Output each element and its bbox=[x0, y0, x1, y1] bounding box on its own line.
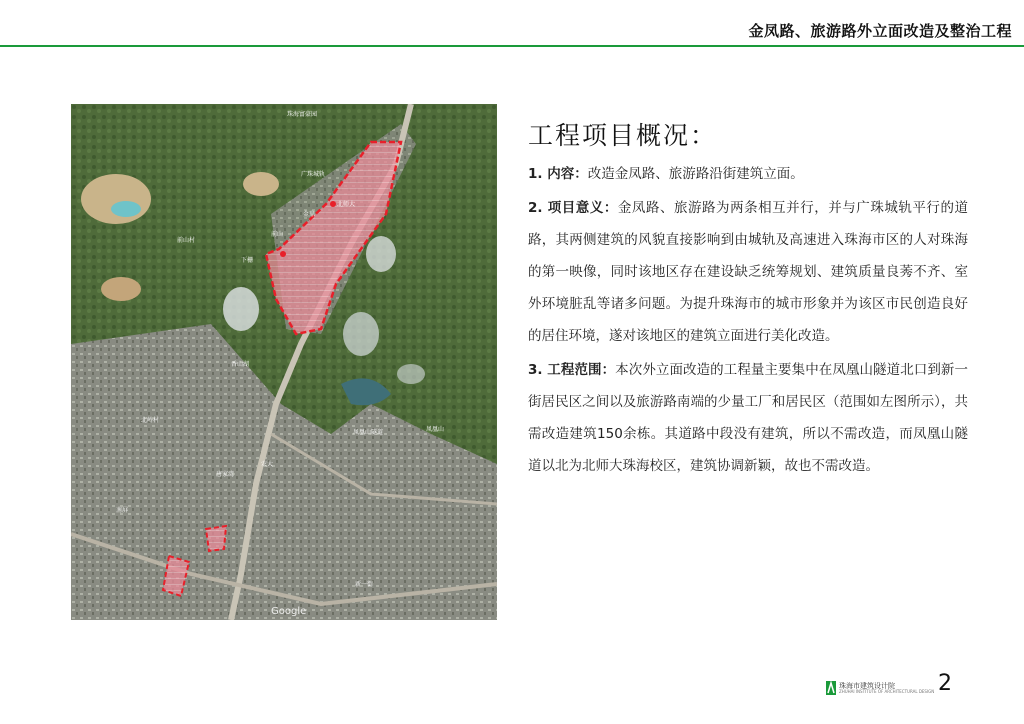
description-item-2 bbox=[528, 192, 968, 352]
map-attribution: Google bbox=[271, 606, 307, 617]
description-item-3 bbox=[528, 354, 968, 482]
item-label: 2. 项目意义： bbox=[528, 200, 618, 216]
item-label: 1. 内容： bbox=[528, 166, 588, 182]
page-number: 2 bbox=[938, 671, 952, 696]
map-pin-icon bbox=[280, 251, 286, 257]
map-label: 广珠城轨 bbox=[301, 171, 326, 178]
document-header-title: 金凤路、旅游路外立面改造及整治工程 bbox=[748, 22, 1012, 40]
satellite-map bbox=[71, 104, 497, 620]
item-label: 3. 工程范围： bbox=[528, 362, 616, 378]
company-logo bbox=[826, 681, 935, 697]
map-label: 农大 bbox=[261, 461, 274, 468]
map-pin-icon bbox=[330, 201, 336, 207]
map-label: 南屏 bbox=[116, 507, 129, 514]
map-label: 新一街 bbox=[355, 581, 374, 588]
map-label: 凤凰山隧道 bbox=[353, 429, 384, 436]
header-divider bbox=[0, 45, 1024, 47]
satellite-map-graphic bbox=[71, 104, 497, 620]
project-description bbox=[528, 158, 968, 484]
logo-name: 珠海市建筑设计院 bbox=[839, 682, 895, 690]
map-label: 金鼎 bbox=[303, 211, 316, 218]
item-text: 改造金凤路、旅游路沿街建筑立面。 bbox=[587, 166, 804, 182]
map-label: 珠海富豪园 bbox=[287, 111, 318, 118]
map-label: 前山 bbox=[271, 231, 284, 238]
map-label: 香山湖 bbox=[231, 361, 250, 368]
map-label: 唐家湾 bbox=[216, 471, 235, 478]
map-label: 北师大 bbox=[337, 201, 356, 208]
map-label: 下栅 bbox=[241, 257, 254, 264]
item-text: 金凤路、旅游路为两条相互并行，并与广珠城轨平行的道路，其两侧建筑的风貌直接影响到由城轨及高速进入珠海市区的人对珠海的第一映像，同时该地区存在建设缺乏统筹规划、建筑质量良莠不齐、室外环境脏乱等诸多问题。为提升珠海市的城市形象并为该区市民创造良好的居住环境，遂对该地区的建筑立面进行美化改造。 bbox=[528, 200, 968, 344]
item-text: 本次外立面改造的工程量主要集中在凤凰山隧道北口到新一街居民区之间以及旅游路南端的少量工厂和居民区（范围如左图所示），共需改造建筑150余栋。其道路中段没有建筑，所以不需改造，而凤凰山隧道以北为北师大珠海校区，建筑协调新颖，故也不需改造。 bbox=[528, 362, 968, 474]
map-label: 前山村 bbox=[177, 237, 196, 244]
description-item-1 bbox=[528, 158, 968, 190]
logo-mark-icon bbox=[826, 681, 836, 695]
map-label: 北岭村 bbox=[141, 417, 160, 424]
map-label: 凤凰山 bbox=[426, 426, 445, 433]
logo-english-name: ZHUHAI INSTITUTE OF ARCHITECTURAL DESIGN bbox=[839, 689, 935, 694]
section-title: 工程项目概况： bbox=[528, 121, 718, 150]
project-boundary-south-1 bbox=[206, 526, 226, 551]
